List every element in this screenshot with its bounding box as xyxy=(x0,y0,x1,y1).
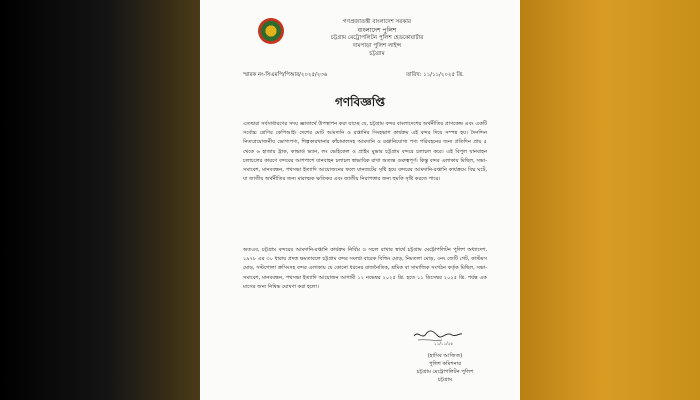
header-government: গণপ্রজাতন্ত্রী বাংলাদেশ সরকার xyxy=(343,19,411,25)
signatory-name: (হাসিব আজিজ) xyxy=(427,353,463,359)
left-dark-background xyxy=(0,0,200,400)
notice-document xyxy=(200,0,520,400)
notice-title: গণবিজ্ঞপ্তি xyxy=(334,95,385,109)
memo-number: স্মারক নং-সিএমপি/পিআর/২০২৫/২৩৬ xyxy=(243,72,328,78)
police-crest-icon xyxy=(258,18,284,44)
header-cmp-hq: চট্টগ্রাম মেট্রোপলিটন পুলিশ হেডকোয়ার্টার xyxy=(330,35,424,41)
paragraph-2: অতএব, চট্টগ্রাম বন্দরের আমদানি-রপ্তানি কার্যক্রম নির্বিঘ্ন ও সচল রাখার স্বার্থে চট্টগ্রাম মেট্রোপলিটন পুলিশ অধ্যাদেশ, ১৯৭৮ এর ৩০ ধারায় প্রদত্ত ক্ষমতাবলে চট্টগ্রাম বন্দর সংলগ্ন বারেক বিল্ডিং মোড়, নিমতলা মোড়, ৩নং জেটি গেট, কাস্টমস মোড়, সল্টগোলা ক্রসিংসহ বন্দর এলাকায় যে কোনো ধরনের রাজনৈতিক, শ্রমিক বা সামাজিক সংগঠন কর্তৃক মিছিল, সভা-সমাবেশ, মানববন্ধন, পথসভা ইত্যাদি আয়োজন আগামী ১২ নভেম্বর ২০২৫ খ্রি. হতে ১১ ডিসেম্বর ২০২৫ খ্রি. পর্যন্ত এক মাসের জন্য নিষিদ্ধ ঘোষণা করা হলো। xyxy=(243,247,487,290)
notice-date: তারিখ: ১১/১১/২০২৫ খ্রি. xyxy=(406,72,464,78)
right-gold-background xyxy=(520,0,700,400)
signatory-office: চট্টগ্রাম মেট্রোপলিটন পুলিশ xyxy=(416,369,474,375)
header-police: বাংলাদেশ পুলিশ xyxy=(357,27,397,34)
signatory-designation: পুলিশ কমিশনার xyxy=(428,361,462,367)
paragraph-1: এতদ্বারা সর্বসাধারণের সদয় জ্ঞাতার্থে উপস্থাপন করা যাচ্ছে যে, চট্টগ্রাম বন্দর বাংলাদেশের অর্থনীতির প্রাণকেন্দ্র এবং একটি সর্বোচ্চ শ্রেণির কেপিআই। দেশের মোট আমদানি ও রপ্তানির সিংহভাগ কার্যক্রম এই বন্দর দিয়ে সম্পন্ন হয়। দৈনন্দিন নিত্যপ্রয়োজনীয় ভোগ্যপণ্য, শিল্পকারখানার কাঁচামালসহ আমদানি ও রপ্তানিযোগ্য পণ্য পরিবহনের জন্য প্রতিদিন প্রায় ৫ থেকে ৬ হাজার ট্রাক, কাভার্ড ভ্যান, লং ভেহিকেল ও প্রাইম মুভার চট্টগ্রাম বন্দরে চলাচল করে। এই বিপুল যানবাহন চলাচলের কারণে বন্দরের আশপাশে যানবাহন চলাচল স্বাভাবিক রাখা অত্যন্ত গুরুত্বপূর্ণ। কিন্তু বন্দর এলাকায় মিছিল, সভা-সমাবেশ, মানববন্ধন, পথসভা ইত্যাদি আয়োজনের ফলে যানজটের সৃষ্টি হয়ে বন্দরের আমদানি-রপ্তানি কার্যক্রমে বিঘ্ন ঘটে, যা জাতীয় অর্থনীতির জন্য মারাত্মক ক্ষতিকর এবং জাতীয় নিরাপত্তার জন্য হুমকি সৃষ্টি করতে পারে। xyxy=(243,121,487,183)
signature-mark xyxy=(412,328,464,346)
signatory-city: চট্টগ্রাম xyxy=(437,377,453,383)
header-police-lines: দামপাড়া পুলিশ লাইন্স xyxy=(352,43,402,49)
header-city: চট্টগ্রাম xyxy=(369,51,385,57)
signature-date: ১১/১১/২৫ xyxy=(434,341,454,346)
